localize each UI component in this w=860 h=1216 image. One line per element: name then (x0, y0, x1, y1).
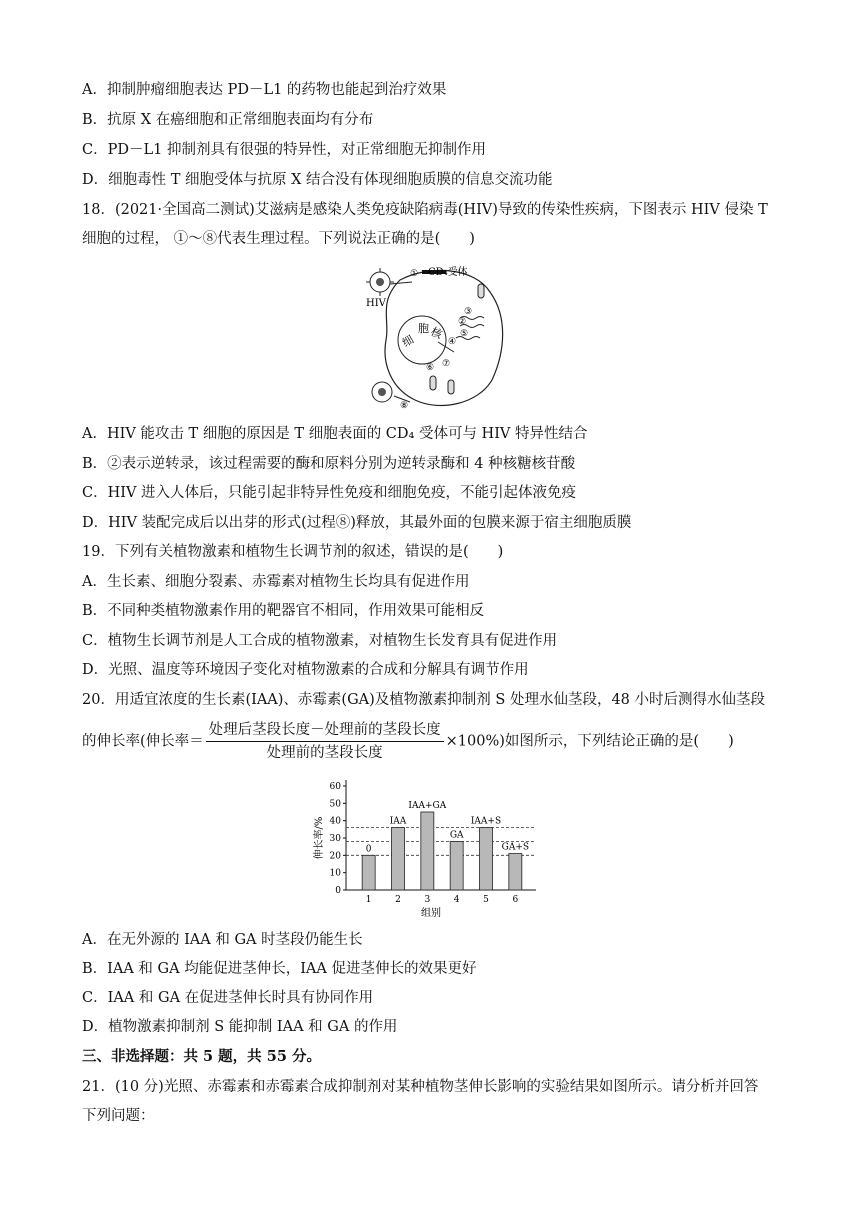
capsid-shape (430, 376, 436, 390)
bar-3 (421, 812, 434, 890)
y-tick-label: 60 (329, 782, 341, 792)
bar-2 (392, 828, 405, 890)
nucleus-char-2: 胞 (418, 322, 429, 335)
q20-stem-suffix: ×100%)如图所示，下列结论正确的是( ) (445, 733, 734, 750)
bar-6 (509, 854, 522, 890)
bar-label: IAA+GA (408, 801, 447, 811)
step-2: ② (458, 317, 467, 327)
q20-stem-line1: 20．用适宜浓度的生长素(IAA)、赤霉素(GA)及植物激素抑制剂 S 处理水仙茎段，48 小时后测得水仙茎段 (82, 692, 766, 708)
q17-option-d: D．细胞毒性 T 细胞受体与抗原 X 结合没有体现细胞质膜的信息交流功能 (82, 172, 553, 188)
hiv-diagram-svg (360, 262, 510, 414)
bar-label: GA+S (501, 842, 530, 853)
x-tick-label: 6 (512, 895, 519, 905)
q17-option-c: C．PD－L1 抑制剂具有很强的特异性，对正常细胞无抑制作用 (82, 142, 486, 158)
formula-numerator: 处理后茎段长度－处理前的茎段长度 (206, 720, 444, 742)
q17-option-b: B．抗原 X 在癌细胞和正常细胞表面均有分布 (82, 112, 374, 128)
step-3: ③ (464, 307, 473, 317)
hiv-virus-entering (366, 268, 394, 296)
growth-rate-formula (206, 720, 444, 763)
y-tick-label: 50 (329, 799, 341, 810)
q20-option-c: C．IAA 和 GA 在促进茎伸长时具有协同作用 (82, 990, 374, 1006)
step-6: ⑥ (426, 363, 435, 373)
nucleus-char-1: 细 (400, 332, 417, 350)
bar-chart-svg (290, 772, 550, 922)
x-axis-label: 组别 (421, 908, 441, 919)
bar-label: IAA+S (470, 816, 502, 827)
q20-stem-prefix: 的伸长率(伸长率＝ (82, 733, 204, 750)
q20-option-b: B．IAA 和 GA 均能促进茎伸长，IAA 促进茎伸长的效果更好 (82, 961, 477, 977)
x-tick-label: 4 (453, 895, 460, 905)
capsid-shape (478, 284, 484, 298)
bar-1 (362, 855, 375, 890)
bar-label: 0 (365, 844, 372, 855)
hiv-label: HIV (366, 298, 386, 309)
q20-stem-line2 (82, 720, 734, 763)
q18-option-c: C．HIV 进入人体后，只能引起非特异性免疫和细胞免疫，不能引起体液免疫 (82, 485, 577, 501)
x-tick-label: 3 (424, 895, 431, 905)
nucleus-char-3: 核 (428, 324, 445, 342)
step-7: ⑦ (442, 359, 451, 369)
y-tick-label: 10 (329, 868, 341, 879)
step-4: ④ (448, 337, 457, 347)
q19-option-d: D．光照、温度等环境因子变化对植物激素的合成和分解具有调节作用 (82, 662, 529, 678)
bar-label: GA (449, 830, 464, 841)
q18-option-a: A．HIV 能攻击 T 细胞的原因是 T 细胞表面的 CD₄ 受体可与 HIV 特异性结合 (82, 426, 588, 442)
bar-label: IAA (389, 816, 407, 827)
x-tick-label: 2 (395, 895, 401, 905)
bar-5 (480, 828, 493, 890)
y-tick-label: 20 (329, 851, 341, 862)
hiv-virus-budding (372, 382, 392, 402)
x-tick-label: 5 (483, 895, 489, 905)
capsid-shape (448, 380, 454, 394)
bar-4 (450, 841, 463, 890)
step-5: ⑤ (460, 329, 469, 339)
y-tick-label: 30 (329, 834, 341, 844)
cd4-receptor-label: CD₄受体 (428, 267, 468, 278)
section-heading: 三、非选择题：共 5 题，共 55 分。 (82, 1048, 321, 1065)
q20-option-a: A．在无外源的 IAA 和 GA 时茎段仍能生长 (82, 932, 363, 948)
q18-stem-line2: 细胞的过程， ①～⑧代表生理过程。下列说法正确的是( ) (82, 231, 475, 247)
q18-option-b: B．②表示逆转录，该过程需要的酶和原料分别为逆转录酶和 4 种核糖核苷酸 (82, 456, 576, 472)
x-tick-label: 1 (365, 895, 372, 905)
q21-line1: 21．(10 分)光照、赤霉素和赤霉素合成抑制剂对某种植物茎伸长影响的实验结果如图所示。请分析并回答 (82, 1079, 759, 1095)
q19-option-a: A．生长素、细胞分裂素、赤霉素对植物生长均具有促进作用 (82, 574, 470, 590)
elongation-bar-chart (290, 772, 550, 926)
y-tick-label: 0 (335, 886, 341, 896)
q20-option-d: D．植物激素抑制剂 S 能抑制 IAA 和 GA 的作用 (82, 1019, 398, 1035)
q18-stem-line1: 18．(2021·全国高二测试)艾滋病是感染人类免疫缺陷病毒(HIV)导致的传染性疾病，下图表示 HIV 侵染 T (82, 202, 768, 218)
q21-line2: 下列问题： (82, 1108, 155, 1124)
step-1: ① (410, 269, 419, 279)
formula-denominator: 处理前的茎段长度 (266, 745, 383, 761)
y-tick-label: 40 (329, 816, 341, 827)
q17-option-a: A．抑制肿瘤细胞表达 PD－L1 的药物也能起到治疗效果 (82, 82, 447, 98)
q19-stem: 19．下列有关植物激素和植物生长调节剂的叙述，错误的是( ) (82, 544, 504, 560)
q19-option-b: B．不同种类植物激素作用的靶器官不相同，作用效果可能相反 (82, 603, 485, 619)
q18-option-d: D．HIV 装配完成后以出芽的形式(过程⑧)释放，其最外面的包膜来源于宿主细胞质膜 (82, 515, 632, 531)
q19-option-c: C．植物生长调节剂是人工合成的植物激素，对植物生长发育具有促进作用 (82, 633, 558, 649)
y-axis-label: 伸长率/% (314, 816, 325, 860)
step-8: ⑧ (400, 401, 409, 411)
hiv-infection-diagram (360, 262, 510, 418)
